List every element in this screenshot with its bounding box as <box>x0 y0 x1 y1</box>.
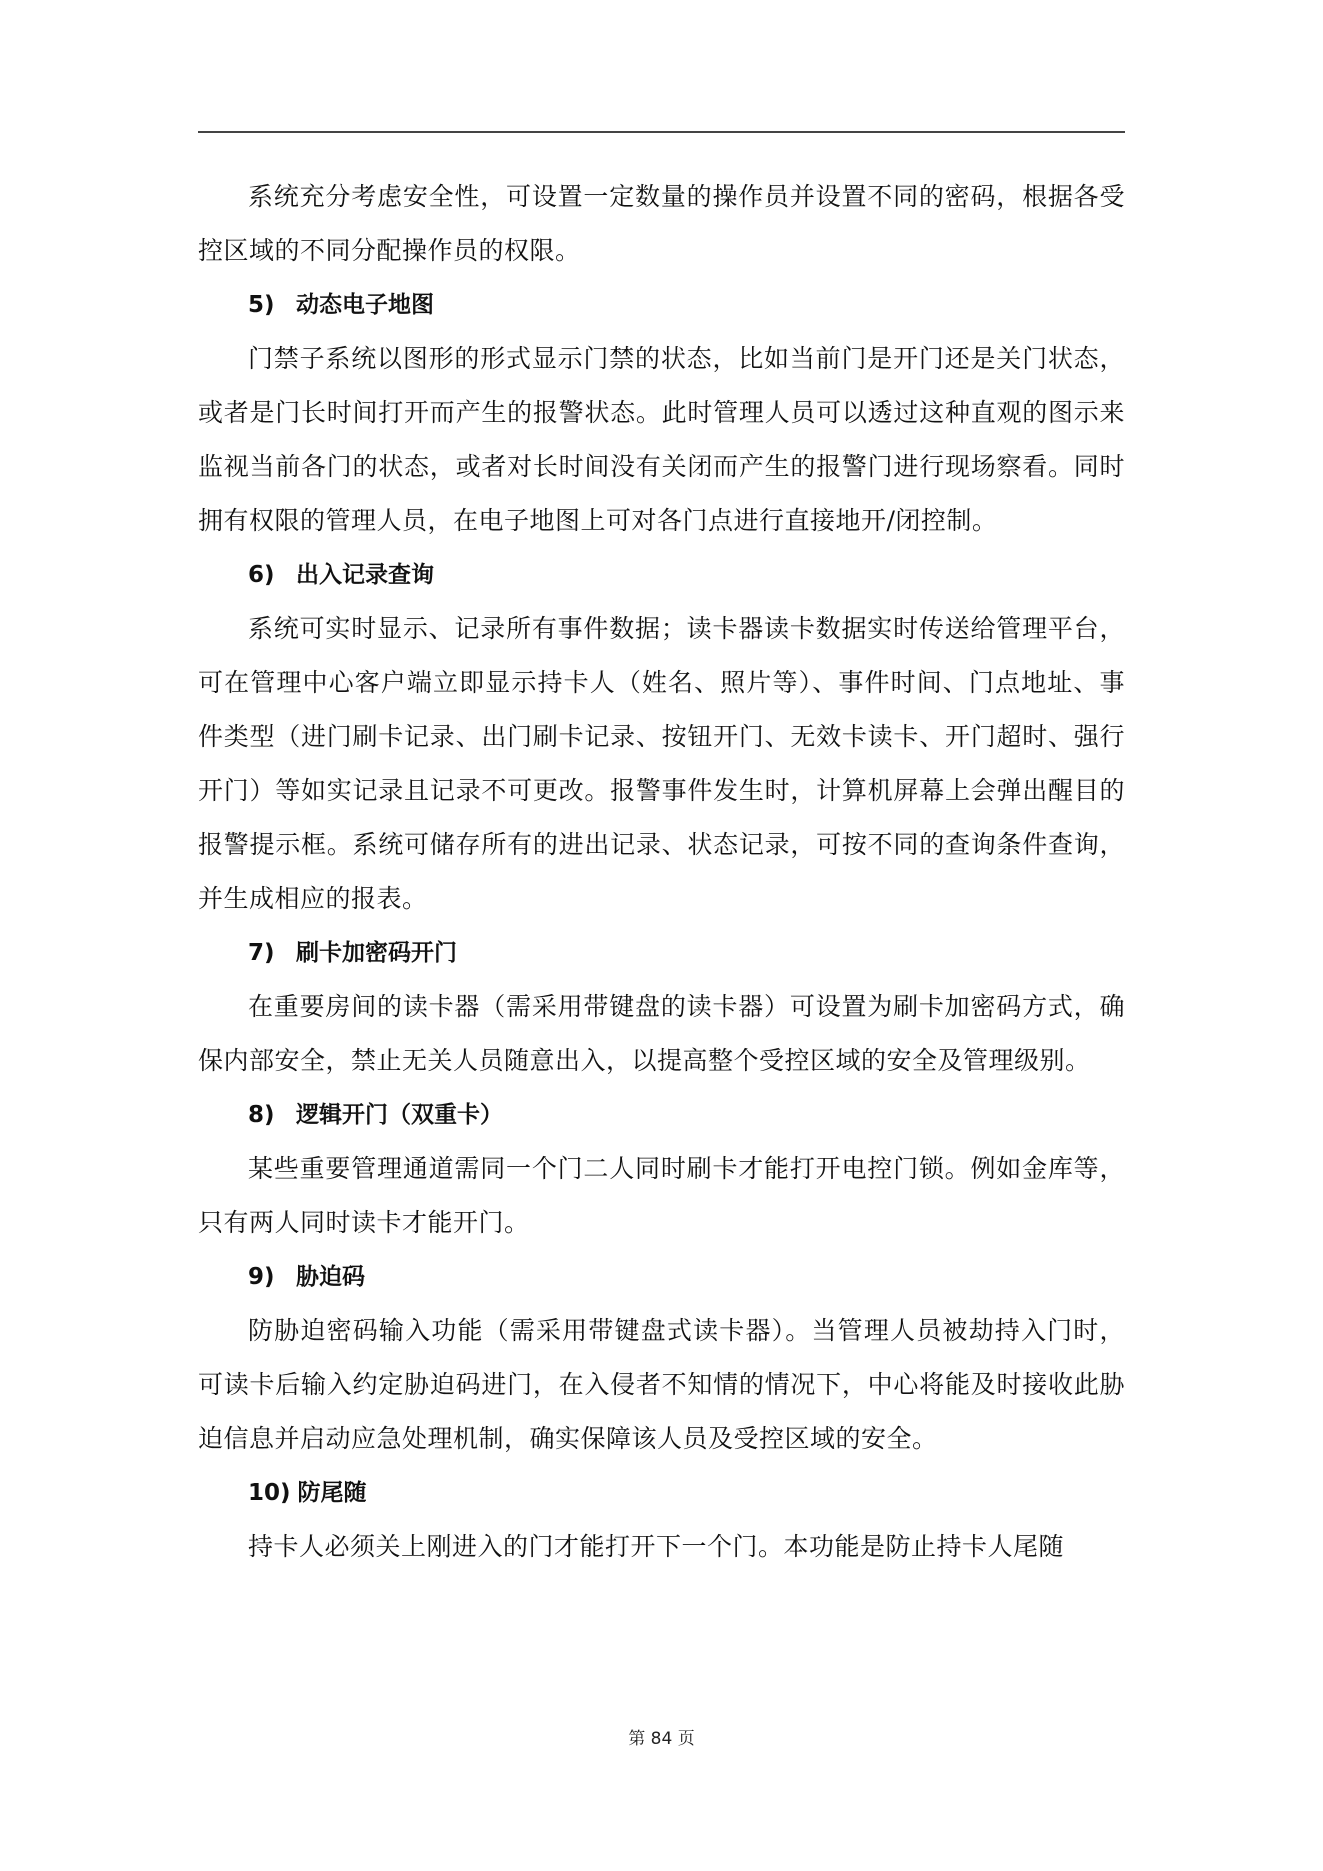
section-title: 刷卡加密码开门 <box>296 940 457 966</box>
section-heading-9 <box>198 1250 1125 1304</box>
section-title: 出入记录查询 <box>296 562 434 588</box>
section-number: 8) <box>248 1102 275 1128</box>
page-number: 第 84 页 <box>628 1729 695 1749</box>
section-number: 5) <box>248 292 275 318</box>
section-heading-10 <box>198 1466 1125 1520</box>
intro-paragraph: 系统充分考虑安全性，可设置一定数量的操作员并设置不同的密码，根据各受控区域的不同分配操作员的权限。 <box>198 182 1125 265</box>
section-body-8: 某些重要管理通道需同一个门二人同时刷卡才能打开电控门锁。例如金库等，只有两人同时读卡才能开门。 <box>198 1154 1125 1237</box>
section-title: 动态电子地图 <box>296 292 434 318</box>
section-heading-6 <box>198 548 1125 602</box>
section-heading-8 <box>198 1088 1125 1142</box>
section-body-7: 在重要房间的读卡器（需采用带键盘的读卡器）可设置为刷卡加密码方式，确保内部安全，禁止无关人员随意出入，以提高整个受控区域的安全及管理级别。 <box>198 992 1125 1075</box>
section-body-9: 防胁迫密码输入功能（需采用带键盘式读卡器）。当管理人员被劫持入门时，可读卡后输入约定胁迫码进门，在入侵者不知情的情况下，中心将能及时接收此胁迫信息并启动应急处理机制，确实保障该人员及受控区域的安全。 <box>198 1316 1125 1453</box>
section-body-5: 门禁子系统以图形的形式显示门禁的状态，比如当前门是开门还是关门状态，或者是门长时间打开而产生的报警状态。此时管理人员可以透过这种直观的图示来监视当前各门的状态，或者对长时间没有关闭而产生的报警门进行现场察看。同时拥有权限的管理人员，在电子地图上可对各门点进行直接地开/闭控制。 <box>198 344 1125 535</box>
header-rule <box>198 131 1125 133</box>
section-number: 10) <box>248 1480 291 1506</box>
section-number: 9) <box>248 1264 275 1290</box>
section-body-10: 持卡人必须关上刚进入的门才能打开下一个门。本功能是防止持卡人尾随 <box>248 1532 1065 1561</box>
section-number: 6) <box>248 562 275 588</box>
section-title: 胁迫码 <box>296 1264 365 1290</box>
section-body-6: 系统可实时显示、记录所有事件数据；读卡器读卡数据实时传送给管理平台，可在管理中心客户端立即显示持卡人（姓名、照片等）、事件时间、门点地址、事件类型（进门刷卡记录、出门刷卡记录、按钮开门、无效卡读卡、开门超时、强行开门）等如实记录且记录不可更改。报警事件发生时，计算机屏幕上会弹出醒目的报警提示框。系统可储存所有的进出记录、状态记录，可按不同的查询条件查询，并生成相应的报表。 <box>198 614 1125 913</box>
section-title: 逻辑开门（双重卡） <box>296 1102 503 1128</box>
page-content <box>198 170 1125 1574</box>
section-heading-5 <box>198 278 1125 332</box>
section-number: 7) <box>248 940 275 966</box>
section-heading-7 <box>198 926 1125 980</box>
section-title: 防尾随 <box>297 1480 367 1506</box>
